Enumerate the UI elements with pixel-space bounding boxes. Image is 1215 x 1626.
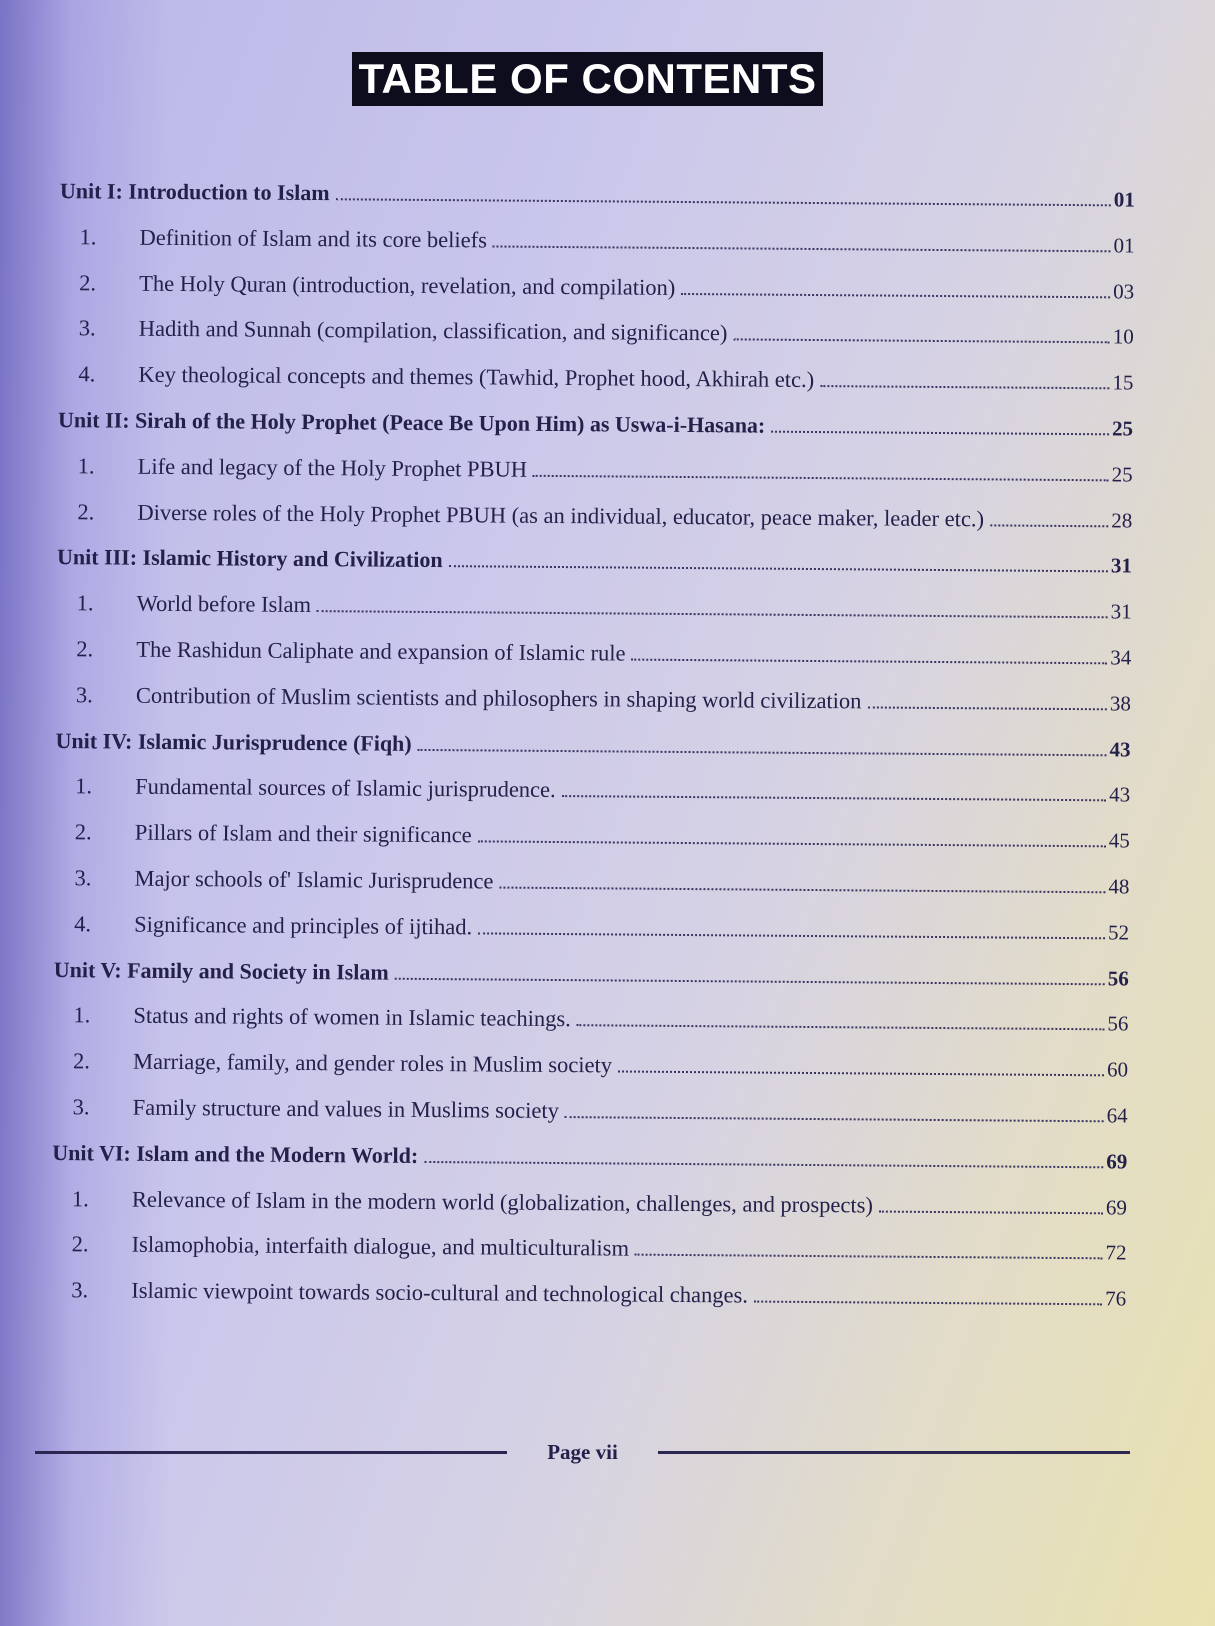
toc-entry-title: Fundamental sources of Islamic jurisprudence.	[135, 774, 556, 803]
toc-unit-title: Unit VI: Islam and the Modern World:	[52, 1139, 419, 1168]
dot-leader	[336, 198, 1111, 206]
toc-entry-number: 2.	[76, 636, 94, 662]
dot-leader	[418, 748, 1107, 755]
toc-entry-number: 2.	[77, 498, 95, 524]
toc-page-number: 10	[1112, 324, 1134, 349]
toc-entry-title: Major schools of' Islamic Jurisprudence	[134, 865, 494, 894]
page-footer	[35, 1440, 1130, 1465]
footer-rule-left	[35, 1451, 507, 1454]
dot-leader	[478, 932, 1105, 939]
toc-entry-number: 1.	[73, 1002, 91, 1028]
toc-entry-number: 3.	[71, 1277, 89, 1303]
table-of-contents	[41, 178, 1135, 1331]
dot-leader	[635, 1254, 1103, 1260]
title-block	[0, 52, 1175, 106]
toc-page-number: 69	[1106, 1149, 1128, 1174]
toc-page-number: 03	[1113, 278, 1135, 304]
toc-page-number: 56	[1107, 1011, 1129, 1036]
dot-leader	[733, 339, 1109, 344]
dot-leader	[562, 795, 1106, 801]
toc-entry-number: 1.	[77, 453, 95, 479]
toc-entry-number: 4.	[78, 361, 96, 387]
toc-page-number: 45	[1108, 828, 1130, 853]
toc-entry-title: The Holy Quran (introduction, revelation, and compilation)	[139, 270, 676, 300]
toc-page-number: 76	[1105, 1286, 1127, 1311]
dot-leader	[395, 977, 1105, 985]
toc-page-number: 48	[1108, 874, 1130, 899]
dot-leader	[681, 293, 1110, 298]
toc-entry-number: 1.	[75, 773, 93, 799]
toc-entry-title: The Rashidun Caliphate and expansion of Islamic rule	[136, 636, 626, 666]
dot-leader	[478, 841, 1106, 848]
dot-leader	[577, 1025, 1105, 1031]
toc-page-number: 28	[1111, 507, 1133, 533]
toc-page-number: 56	[1107, 965, 1129, 991]
dot-leader	[499, 887, 1105, 894]
toc-unit-title: Unit II: Sirah of the Holy Prophet (Peace Be Upon Him) as Uswa-i-Hasana:	[58, 407, 766, 438]
toc-page-number: 69	[1105, 1194, 1128, 1220]
toc-entry-title: Key theological concepts and themes (Tawhid, Prophet hood, Akhirah etc.)	[138, 361, 815, 393]
toc-page-number: 31	[1110, 599, 1132, 624]
toc-page-number: 25	[1111, 416, 1134, 441]
toc-entry-title: Status and rights of women in Islamic teachings.	[133, 1003, 571, 1032]
toc-page-number: 15	[1112, 370, 1134, 395]
dot-leader	[754, 1301, 1102, 1306]
dot-leader	[424, 1161, 1103, 1168]
dot-leader	[493, 245, 1111, 252]
dot-leader	[449, 566, 1108, 573]
dot-leader	[867, 706, 1106, 710]
toc-entry-number: 1.	[76, 590, 94, 616]
dot-leader	[618, 1071, 1104, 1077]
toc-entry-title: Pillars of Islam and their significance	[134, 819, 472, 848]
toc-entry-number: 3.	[72, 1094, 90, 1120]
toc-entry-number: 3.	[78, 315, 96, 341]
dot-leader	[771, 431, 1109, 436]
dot-leader	[990, 524, 1108, 527]
toc-entry-title: Life and legacy of the Holy Prophet PBUH	[137, 453, 528, 482]
toc-entry-title: Hadith and Sunnah (compilation, classification, and significance)	[138, 316, 728, 346]
toc-page-number: 72	[1105, 1240, 1127, 1265]
toc-page-number: 01	[1113, 233, 1135, 258]
toc-entry-title: Diverse roles of the Holy Prophet PBUH (as an individual, educator, peace maker, leader etc.)	[137, 499, 985, 531]
toc-entry-title: Marriage, family, and gender roles in Muslim society	[132, 1048, 613, 1078]
page-number: Page vii	[547, 1440, 618, 1464]
toc-entry-title: World before Islam	[136, 590, 312, 618]
toc-page-number: 64	[1106, 1103, 1128, 1128]
dot-leader	[631, 659, 1107, 665]
toc-entry-number: 3.	[74, 865, 92, 891]
toc-entry-title: Definition of Islam and its core beliefs	[139, 224, 488, 253]
toc-unit-title: Unit IV: Islamic Jurisprudence (Fiqh)	[55, 727, 412, 756]
dot-leader	[565, 1116, 1104, 1122]
toc-entry-title: Islamophobia, interfaith dialogue, and multiculturalism	[131, 1232, 630, 1261]
toc-page-number: 38	[1109, 691, 1132, 716]
toc-page-number: 34	[1110, 645, 1132, 670]
toc-entry	[41, 1277, 1126, 1331]
toc-entry-number: 2.	[74, 819, 92, 845]
toc-entry-number: 1.	[79, 224, 97, 250]
toc-page-number: 31	[1110, 553, 1133, 578]
dot-leader	[820, 385, 1109, 389]
toc-unit-title: Unit I: Introduction to Islam	[59, 178, 330, 206]
toc-entry-title: Relevance of Islam in the modern world (globalization, challenges, and prospects)	[131, 1186, 874, 1218]
dot-leader	[879, 1210, 1103, 1214]
toc-entry-number: 1.	[71, 1185, 89, 1211]
toc-page-number: 60	[1106, 1057, 1129, 1082]
toc-entry-title: Contribution of Muslim scientists and philosophers in shaping world civilization	[135, 682, 862, 714]
toc-entry-number: 4.	[74, 910, 92, 937]
toc-unit-title: Unit III: Islamic History and Civilization	[56, 544, 443, 573]
toc-page-number: 52	[1108, 920, 1130, 945]
dot-leader	[533, 475, 1109, 482]
toc-unit-title: Unit V: Family and Society in Islam	[53, 956, 389, 985]
footer-rule-right	[658, 1451, 1130, 1454]
toc-page-number: 43	[1109, 736, 1131, 762]
toc-entry-number: 2.	[71, 1231, 89, 1257]
toc-entry-number: 2.	[79, 269, 97, 295]
page-title: TABLE OF CONTENTS	[352, 52, 822, 106]
toc-entry-number: 2.	[72, 1048, 91, 1074]
toc-page-number: 01	[1113, 187, 1135, 212]
dot-leader	[317, 610, 1108, 618]
toc-entry-number: 3.	[75, 681, 93, 708]
toc-entry-title: Significance and principles of ijtihad.	[134, 911, 473, 940]
toc-page-number: 43	[1109, 782, 1131, 807]
toc-entry-title: Family structure and values in Muslims society	[132, 1094, 559, 1123]
toc-page-number: 25	[1111, 462, 1133, 487]
toc-entry-title: Islamic viewpoint towards socio-cultural and technological changes.	[131, 1277, 749, 1308]
